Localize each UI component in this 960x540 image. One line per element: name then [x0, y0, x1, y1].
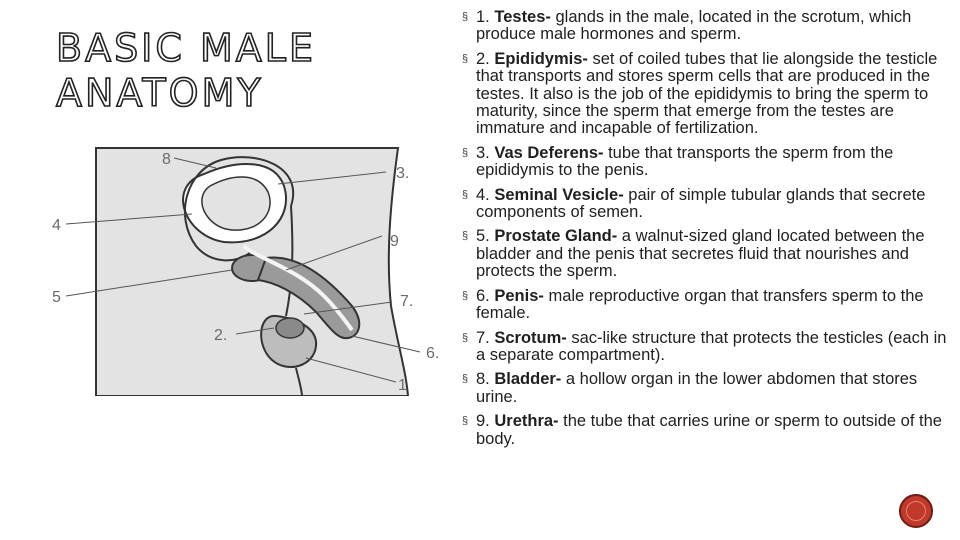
item-number: 6.: [476, 286, 490, 305]
bullet-icon: §: [462, 289, 469, 302]
list-item: [462, 51, 952, 138]
item-number: 3.: [476, 143, 490, 162]
diagram-label-4: 4: [52, 217, 61, 234]
anatomy-diagram: [46, 146, 448, 396]
item-text: the tube that carries urine or sperm to outside of the body.: [476, 412, 942, 448]
diagram-label-7: 7.: [400, 293, 414, 310]
title-line-1: BASIC MALE: [56, 26, 316, 70]
item-term: Penis-: [494, 286, 544, 305]
item-term: Prostate Gland-: [494, 227, 618, 246]
diagram-label-3: 3.: [396, 165, 410, 182]
item-term: Bladder-: [494, 370, 562, 389]
diagram-label-8: 8: [162, 151, 171, 168]
item-term: Urethra-: [494, 412, 559, 431]
item-term: Epididymis-: [494, 49, 588, 68]
list-item: [462, 145, 952, 180]
list-item: [462, 413, 952, 448]
bullet-icon: §: [462, 146, 469, 159]
item-text: a walnut-sized gland located between the bladder and the penis that secretes fluid that nourishes and protects the sperm.: [476, 227, 925, 281]
item-term: Testes-: [494, 8, 551, 26]
diagram-label-9: 9: [390, 233, 399, 250]
testis-shape: [276, 318, 304, 338]
bullet-icon: §: [462, 373, 469, 386]
diagram-label-1: 1: [398, 377, 407, 394]
bullet-icon: §: [462, 52, 469, 65]
item-text: glands in the male, located in the scrotum, which produce male hormones and sperm.: [476, 8, 912, 44]
list-item: [462, 330, 952, 365]
diagram-label-5: 5: [52, 289, 61, 306]
item-text: set of coiled tubes that lie alongside the testicle that transports and stores sperm cells that are produced in the testes. It also is the job of the epididymis to bring the sperm to maturity, since the sperm that emerge from the testes are immature and incapable of fertilization.: [476, 49, 938, 138]
bullet-icon: §: [462, 188, 469, 201]
anatomy-diagram-svg: [46, 146, 448, 396]
item-text: pair of simple tubular glands that secrete components of semen.: [476, 185, 926, 222]
item-number: 5.: [476, 227, 490, 246]
item-number: 8.: [476, 370, 490, 389]
item-text: sac-like structure that protects the testicles (each in a separate compartment).: [476, 328, 947, 364]
item-term: Vas Deferens-: [494, 143, 604, 162]
item-term: Seminal Vesicle-: [494, 185, 624, 204]
list-item: [462, 288, 952, 323]
list-item: [462, 9, 952, 44]
title-line-2: ANATOMY: [56, 71, 264, 115]
bladder-inner: [202, 177, 270, 230]
bullet-icon: §: [462, 415, 469, 428]
bullet-icon: §: [462, 11, 469, 23]
list-item: [462, 187, 952, 222]
slide-title: [56, 26, 336, 116]
definition-list: [462, 9, 952, 455]
item-number: 9.: [476, 412, 490, 431]
bullet-icon: §: [462, 230, 469, 243]
diagram-label-2: 2.: [214, 327, 228, 344]
corner-badge-icon: [899, 494, 933, 528]
list-item: [462, 371, 952, 406]
item-number: 1.: [476, 8, 490, 26]
item-number: 7.: [476, 328, 490, 347]
item-text: male reproductive organ that transfers sperm to the female.: [476, 286, 924, 323]
item-text: tube that transports the sperm from the epididymis to the penis.: [476, 143, 894, 180]
item-number: 4.: [476, 185, 490, 204]
diagram-label-6: 6.: [426, 345, 440, 362]
item-text: a hollow organ in the lower abdomen that stores urine.: [476, 370, 918, 406]
list-item: [462, 228, 952, 280]
item-number: 2.: [476, 49, 490, 68]
bullet-icon: §: [462, 331, 469, 344]
item-term: Scrotum-: [494, 328, 567, 347]
